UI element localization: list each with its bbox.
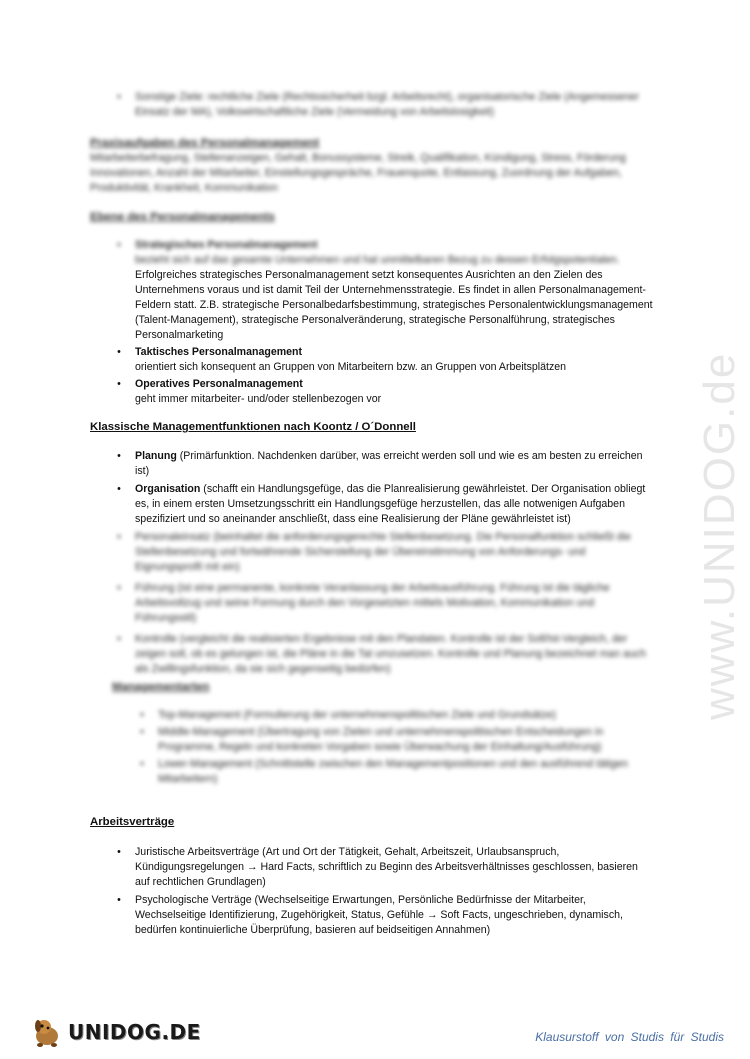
item-text: (schafft ein Handlungsgefüge, das die Planrealisierung gewährleistet. Der Organisation obliegt es, in einem ersten Umsetzungsschritt ein Handlungsgefüge herzustellen, das alle notwenigen Aufgaben spezifiziert und so aneinander anschließt, dass eine Realisierung der Pläne gewährleistet ist) xyxy=(135,483,646,525)
item-title: Planung xyxy=(135,450,177,462)
bullet-icon: • xyxy=(140,726,144,738)
bullet-icon: • xyxy=(140,709,144,721)
list-item xyxy=(117,238,655,343)
watermark: www.UNIDOG.de xyxy=(695,351,744,720)
footer-tagline: Klausurstoff von Studis für Studis xyxy=(535,1030,724,1044)
blurred-text: Top-Management (Formulierung der unternehmenspolitischen Ziele und Grundsätze) xyxy=(158,709,557,721)
dog-icon xyxy=(30,1015,64,1049)
bullet-icon: • xyxy=(117,846,121,858)
arbeitsvertraege-list xyxy=(117,845,655,940)
bullet-icon: • xyxy=(117,894,121,906)
bullet-icon: • xyxy=(117,531,121,543)
item-title: Strategisches Personalmanagement xyxy=(135,239,318,251)
bullet-icon: • xyxy=(117,582,121,594)
ebene-list xyxy=(117,238,655,409)
item-text: (Primärfunktion. Nachdenken darüber, was erreicht werden soll und wie es am besten zu erreichen ist) xyxy=(135,450,643,477)
list-item xyxy=(117,530,655,575)
list-item xyxy=(117,893,655,938)
section-heading-managementarten: Managementarten xyxy=(112,681,210,693)
item-text: Psychologische Verträge (Wechselseitige Erwartungen, Persönliche Bedürfnisse der Mitarbeiter, Wechselseitige Identifizierung, Zugehörigkeit, Status, Gefühle → Soft Facts, ungeschrieben, dynamisch, bedürfen kontinuierliche Überprüfung, basieren auf beidseitigen Annahmen) xyxy=(135,894,623,936)
list-item xyxy=(117,345,655,375)
list-item xyxy=(117,581,655,626)
list-item xyxy=(117,377,655,407)
footer-logo[interactable] xyxy=(30,1014,201,1050)
praxisaufgaben-text: Mitarbeiterbefragung, Stellenanzeigen, Gehalt, Bonussysteme, Streik, Qualifikation, Kündigung, Stress, Förderung Innovationen, Anzahl der Mitarbeiter, Einstellungsgespräche, Frauenquote, Entlassung, Zuordnung der Aufgaben, Produktivität, Krankheit, Kommunikation xyxy=(90,152,626,194)
section-heading-praxisaufgaben: Praxisaufgaben des Personalmanagement xyxy=(90,137,320,149)
item-text: orientiert sich konsequent an Gruppen von Mitarbeitern bzw. an Gruppen von Arbeitsplätzen xyxy=(135,361,567,373)
bullet-icon: • xyxy=(117,91,121,103)
item-text: Erfolgreiches strategisches Personalmanagement setzt konsequentes Ausrichten an den Zielen des Unternehmens voraus und ist damit Teil der Unternehmensstrategie. Es findet in allen Personalmanagement-Feldern statt. Z.B. strategische Personalbedarfsbestimmung, strategisches Personalentwicklungsmanagement (Talent-Management), strategische Personalveränderung, strategische Personalführung, strategisches Personalmarketing xyxy=(135,269,653,341)
bullet-icon: • xyxy=(117,239,121,251)
bullet-icon: • xyxy=(117,378,121,390)
item-text: geht immer mitarbeiter- und/oder stellenbezogen vor xyxy=(135,393,382,405)
item-title: Operatives Personalmanagement xyxy=(135,378,303,390)
blurred-text: Lower-Management (Schnittstelle zwischen den Managementpositionen und den ausführend tätigen Mitarbeitern) xyxy=(158,758,628,785)
list-item xyxy=(140,708,638,723)
item-text: Juristische Arbeitsverträge (Art und Ort der Tätigkeit, Gehalt, Arbeitszeit, Urlaubsanspruch, Kündigungsregelungen → Hard Facts, schriftlich zu Beginn des Arbeitsverhältnisses geschlossen, basieren auf rechtlichen Grundlagen) xyxy=(135,846,638,888)
list-item xyxy=(117,845,655,890)
list-item xyxy=(140,725,638,755)
item-title: Taktisches Personalmanagement xyxy=(135,346,303,358)
blurred-text: bezieht sich auf das gesamte Unternehmen und hat unmittelbaren Bezug zu dessen Erfolgspotentialen. xyxy=(135,254,620,266)
section-heading-arbeitsvertraege: Arbeitsverträge xyxy=(90,816,175,828)
list-item xyxy=(117,632,655,677)
list-item xyxy=(117,449,655,479)
blurred-text: Führung (ist eine permanente, konkrete Veranlassung der Arbeitsausführung. Führung ist die tägliche Arbeitsvollzug und seine Formung durch den Vorgesetzten mittels Motivation, Kommunikation und Führungsstil) xyxy=(135,582,610,624)
blurred-text: Personaleinsatz (beinhaltet die anforderungsgerechte Stellenbesetzung. Die Personalfunktion schließt die Stellenbesetzung und fortwährende Sicherstellung der Übereinstimmung von Anforderungs- und Eignungsprofil mit ein) xyxy=(135,531,631,573)
blurred-text: Sonstige Ziele: rechtliche Ziele (Rechtssicherheit bzgl. Arbeitsrecht), organisatorische Ziele (Angemessener Einsatz der MA), Volkswirtschaftliche Ziele (Vermeidung von Arbeitslosigkeit) xyxy=(135,91,640,118)
bullet-icon: • xyxy=(140,758,144,770)
list-item xyxy=(140,757,638,787)
bullet-icon: • xyxy=(117,483,121,495)
item-title: Organisation xyxy=(135,483,201,495)
list-item xyxy=(117,90,655,120)
managementarten-list xyxy=(140,708,638,789)
list-item xyxy=(117,482,655,527)
bullet-icon: • xyxy=(117,450,121,462)
section-heading-koontz: Klassische Managementfunktionen nach Koontz / O´Donnell xyxy=(90,421,416,433)
bullet-icon: • xyxy=(117,346,121,358)
koontz-list xyxy=(117,449,655,679)
top-blurred-list xyxy=(117,90,655,122)
blurred-text: Kontrolle (vergleicht die realisierten Ergebnisse mit den Plandaten. Kontrolle ist der Soll/Ist-Vergleich, der zeigen soll, ob es gelungen ist, die Pläne in die Tat umzusetzen. Kontrolle und Planung bezeichnet man auch als Zwillingsfunktion, da sie sich gegenseitig bedürfen) xyxy=(135,633,646,675)
blurred-text: Middle-Management (Übertragung von Zielen und unternehmenspolitischen Entscheidungen in Programme, Regeln und konkreten Vorgaben sowie Überwachung der Einhaltung/Ausführung) xyxy=(158,726,604,753)
section-heading-ebene: Ebene des Personalmanagements xyxy=(90,211,275,223)
bullet-icon: • xyxy=(117,633,121,645)
logo-text: UNIDOG.DE xyxy=(68,1019,201,1044)
